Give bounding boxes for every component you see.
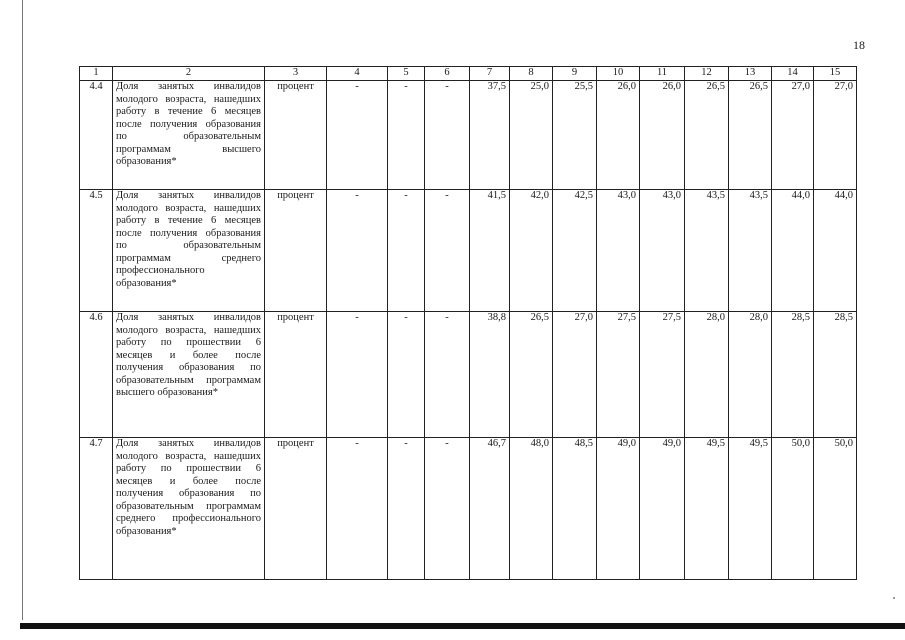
column-number-header: 2 [113,67,265,81]
table-row [80,190,857,312]
unit-of-measure: процент [265,438,327,580]
empty-value-dash: - [327,81,388,190]
indicator-name: Доля занятых инвалидов молодого возраста, нашедших работу по прошествии 6 месяцев и более после получения образования по образовательным программам высшего образования* [113,312,265,438]
table-row [80,81,857,190]
indicator-value: 44,0 [772,190,814,312]
table-header-row [80,67,857,81]
empty-value-dash: - [327,312,388,438]
indicator-value: 50,0 [814,438,857,580]
empty-value-dash: - [327,190,388,312]
indicator-value: 25,0 [510,81,553,190]
scan-speck [893,597,895,599]
page-left-border [22,0,23,620]
indicator-value: 27,0 [814,81,857,190]
column-number-header: 12 [685,67,729,81]
indicator-value: 41,5 [470,190,510,312]
indicator-value: 28,5 [814,312,857,438]
indicator-value: 42,5 [553,190,597,312]
page-bottom-border [20,623,905,629]
indicator-value: 50,0 [772,438,814,580]
indicator-value: 49,5 [685,438,729,580]
indicator-name: Доля занятых инвалидов молодого возраста, нашедших работу в течение 6 месяцев после получения образования по образовательным программам среднего профессионального образования* [113,190,265,312]
column-number-header: 9 [553,67,597,81]
indicator-value: 28,0 [729,312,772,438]
column-number-header: 13 [729,67,772,81]
indicator-value: 25,5 [553,81,597,190]
column-number-header: 3 [265,67,327,81]
indicator-value: 43,0 [640,190,685,312]
indicator-value: 26,5 [685,81,729,190]
column-number-header: 7 [470,67,510,81]
indicator-value: 26,5 [729,81,772,190]
indicator-value: 49,5 [729,438,772,580]
empty-value-dash: - [327,438,388,580]
table-row [80,438,857,580]
indicator-value: 49,0 [597,438,640,580]
indicator-value: 37,5 [470,81,510,190]
indicator-name: Доля занятых инвалидов молодого возраста, нашедших работу в течение 6 месяцев после получения образования по образовательным программам высшего образования* [113,81,265,190]
row-number: 4.6 [80,312,113,438]
column-number-header: 4 [327,67,388,81]
indicator-value: 43,0 [597,190,640,312]
indicator-value: 26,0 [597,81,640,190]
indicator-value: 42,0 [510,190,553,312]
empty-value-dash: - [425,438,470,580]
unit-of-measure: процент [265,312,327,438]
column-number-header: 6 [425,67,470,81]
indicator-value: 48,0 [510,438,553,580]
indicator-value: 27,0 [772,81,814,190]
unit-of-measure: процент [265,190,327,312]
indicator-value: 27,0 [553,312,597,438]
indicator-name: Доля занятых инвалидов молодого возраста, нашедших работу по прошествии 6 месяцев и более после получения образования по образовательным программам среднего профессионального образования* [113,438,265,580]
indicator-value: 26,0 [640,81,685,190]
indicator-value: 44,0 [814,190,857,312]
column-number-header: 14 [772,67,814,81]
row-number: 4.7 [80,438,113,580]
indicator-value: 48,5 [553,438,597,580]
column-number-header: 1 [80,67,113,81]
empty-value-dash: - [388,81,425,190]
page-number: 18 [853,38,865,52]
indicator-table [79,66,857,580]
unit-of-measure: процент [265,81,327,190]
indicator-value: 27,5 [640,312,685,438]
column-number-header: 5 [388,67,425,81]
row-number: 4.4 [80,81,113,190]
empty-value-dash: - [388,438,425,580]
indicator-value: 27,5 [597,312,640,438]
row-number: 4.5 [80,190,113,312]
empty-value-dash: - [425,190,470,312]
indicator-value: 43,5 [729,190,772,312]
empty-value-dash: - [388,312,425,438]
column-number-header: 8 [510,67,553,81]
column-number-header: 11 [640,67,685,81]
indicator-value: 26,5 [510,312,553,438]
table-row [80,312,857,438]
indicator-value: 43,5 [685,190,729,312]
empty-value-dash: - [425,312,470,438]
indicator-value: 49,0 [640,438,685,580]
column-number-header: 10 [597,67,640,81]
column-number-header: 15 [814,67,857,81]
indicator-value: 28,0 [685,312,729,438]
indicator-value: 38,8 [470,312,510,438]
indicator-value: 28,5 [772,312,814,438]
empty-value-dash: - [425,81,470,190]
empty-value-dash: - [388,190,425,312]
indicator-value: 46,7 [470,438,510,580]
